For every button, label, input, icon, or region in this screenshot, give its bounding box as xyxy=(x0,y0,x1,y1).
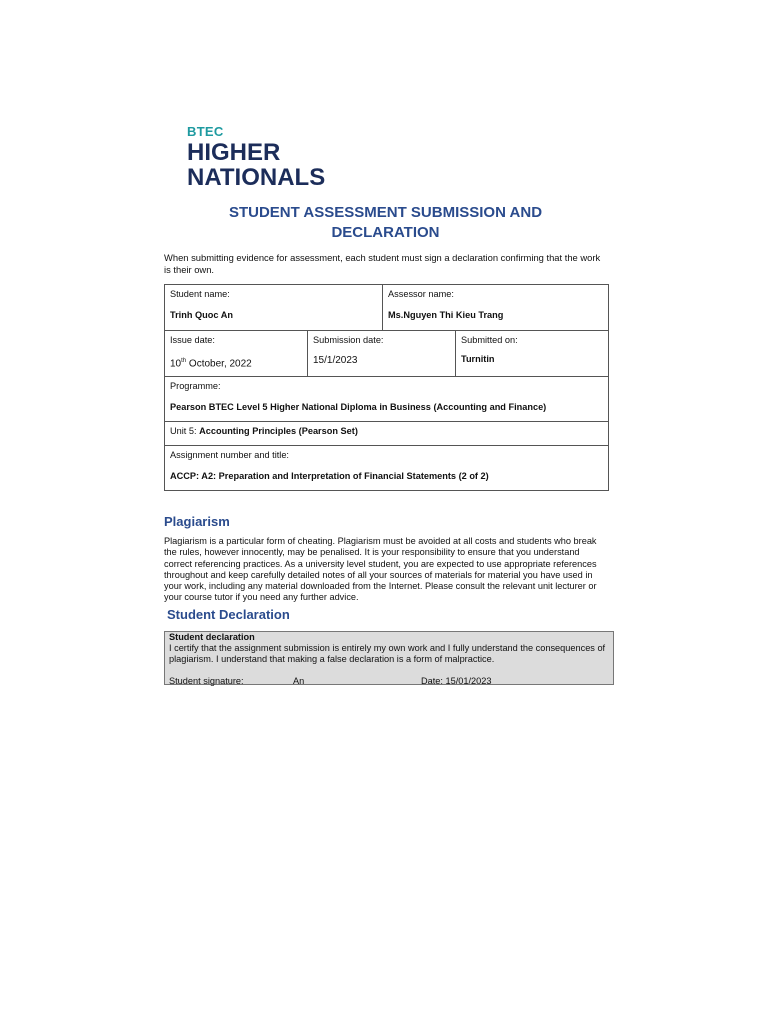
submission-info-table xyxy=(164,284,609,491)
issue-date-day: 10 xyxy=(170,358,182,370)
programme-value: Pearson BTEC Level 5 Higher National Diploma in Business (Accounting and Finance) xyxy=(170,402,547,412)
submission-date-value: 15/1/2023 xyxy=(313,355,358,366)
plagiarism-heading: Plagiarism xyxy=(164,514,230,529)
declaration-text: I certify that the assignment submission is entirely my own work and I fully understand the consequences of plagiarism. I understand that making a false declaration is a form of malpractice. xyxy=(169,643,606,664)
signature-row xyxy=(169,676,609,688)
student-name-label: Student name: xyxy=(170,289,230,299)
submission-date-label: Submission date: xyxy=(313,335,384,345)
assessor-name-cell xyxy=(383,285,609,331)
issue-date-cell xyxy=(165,331,308,377)
programme-label: Programme: xyxy=(170,381,221,391)
submitted-on-value: Turnitin xyxy=(461,354,495,364)
submitted-on-label: Submitted on: xyxy=(461,335,518,345)
issue-date-value xyxy=(170,355,302,370)
title-line-1: STUDENT ASSESSMENT SUBMISSION AND xyxy=(228,204,543,221)
title-line-2: DECLARATION xyxy=(331,224,440,241)
declaration-box xyxy=(164,631,614,685)
issue-date-label: Issue date: xyxy=(170,335,215,345)
submission-date-cell xyxy=(308,331,456,377)
signature-label: Student signature: xyxy=(169,676,244,686)
assessor-name-label: Assessor name: xyxy=(388,289,454,299)
declaration-box-title: Student declaration xyxy=(169,632,255,642)
unit-title: Accounting Principles (Pearson Set) xyxy=(199,426,358,436)
assignment-cell xyxy=(165,446,609,491)
btec-logo xyxy=(187,124,325,190)
unit-cell xyxy=(165,422,609,446)
declaration-heading: Student Declaration xyxy=(167,607,290,622)
student-name-value: Trinh Quoc An xyxy=(170,310,233,320)
assessor-name-value: Ms.Nguyen Thi Kieu Trang xyxy=(388,310,504,320)
signature-value: An xyxy=(293,676,305,686)
unit-line xyxy=(170,425,603,437)
logo-higher: HIGHER xyxy=(187,139,281,166)
unit-prefix: Unit 5: xyxy=(170,426,200,436)
issue-date-suffix: th xyxy=(181,358,187,364)
assignment-value: ACCP: A2: Preparation and Interpretation of Financial Statements (2 of 2) xyxy=(170,471,489,481)
student-name-cell xyxy=(165,285,383,331)
logo-nationals: NATIONALS xyxy=(187,164,326,191)
intro-text: When submitting evidence for assessment, each student must sign a declaration confirming that the work is their own. xyxy=(164,252,601,275)
declaration-date: Date: 15/01/2023 xyxy=(421,676,492,686)
assignment-label: Assignment number and title: xyxy=(170,450,289,460)
page-title xyxy=(163,203,608,243)
plagiarism-text: Plagiarism is a particular form of cheating. Plagiarism must be avoided at all costs and students who break the rules, however innocently, may be penalised. It is your responsibility to ensure that you understand correct referencing practices. As a university level student, you are expected to use appropriate references throughout and keep carefully detailed notes of all your sources of materials for material you have used in your work, including any material downloaded from the Internet. Please consult the relevant unit lecturer or your course tutor if you need any further advice. xyxy=(164,536,597,603)
issue-date-rest: October, 2022 xyxy=(186,358,252,370)
submitted-on-cell xyxy=(456,331,609,377)
programme-cell xyxy=(165,377,609,422)
logo-btec: BTEC xyxy=(187,124,224,139)
